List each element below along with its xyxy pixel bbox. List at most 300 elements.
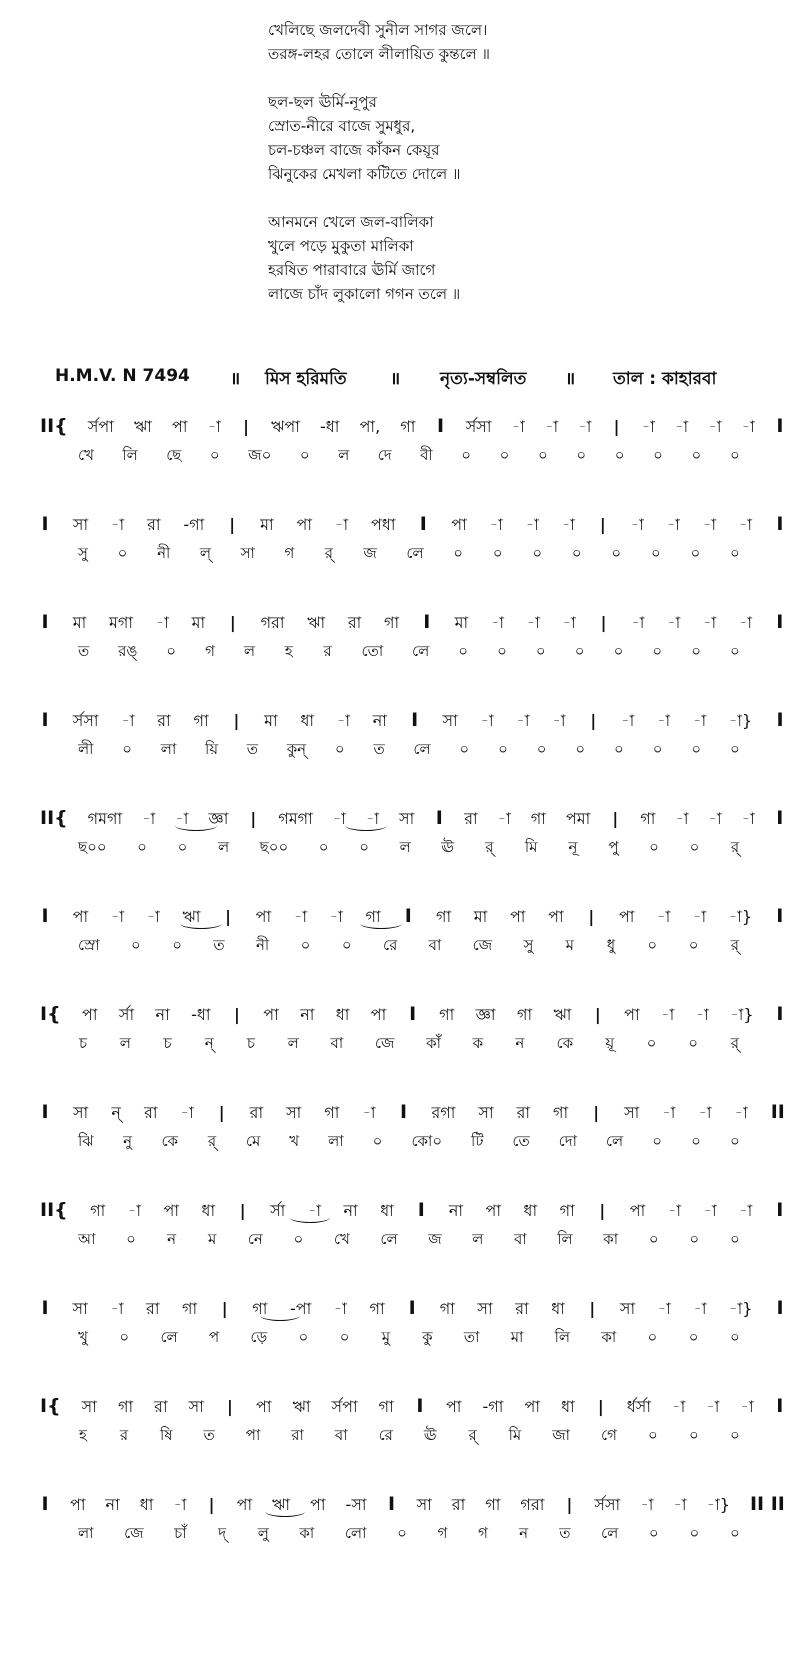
- bar-line: I: [776, 1395, 784, 1417]
- note: -া: [672, 1397, 686, 1416]
- syllable: ০: [397, 1524, 407, 1542]
- lyric-line: হরষিত পারাবারে ঊর্মি জাগে: [268, 261, 436, 279]
- syllable: লে: [160, 1328, 178, 1346]
- syllable: লে: [413, 740, 431, 758]
- syllable: খে: [333, 1230, 350, 1248]
- syllable: কা: [603, 1230, 619, 1248]
- note: গা: [435, 907, 452, 926]
- syllable: ল: [399, 838, 411, 856]
- syllable: ০: [461, 446, 471, 464]
- bar-line: |: [597, 1397, 604, 1416]
- syllable: খ: [289, 1132, 300, 1150]
- syllable: ০: [576, 446, 587, 464]
- separator: ॥: [565, 369, 576, 389]
- syllable: ত: [246, 740, 259, 758]
- note: ঋা: [553, 1005, 572, 1024]
- stanza-2: [268, 90, 788, 186]
- note: -া: [121, 711, 135, 730]
- stanza-1: [268, 18, 788, 66]
- bar-line: |: [229, 515, 236, 534]
- lyric-line: ঝিনুকের মেখলা কটিতে দোলে ॥: [268, 165, 461, 183]
- note: -া: [490, 613, 504, 632]
- syllable: ল: [119, 1034, 131, 1052]
- syllable: নূ: [568, 838, 578, 856]
- syllable: র্: [485, 838, 494, 856]
- swaralipi-notes: [40, 1492, 785, 1519]
- note: মগা: [108, 613, 133, 632]
- note: রা: [146, 1299, 160, 1318]
- syllable: লু: [257, 1524, 269, 1542]
- syllable: র্: [468, 1426, 477, 1444]
- notation-lyrics: [40, 1228, 740, 1253]
- bar-line: |: [229, 613, 236, 632]
- bar-line: |: [250, 809, 257, 828]
- note: -া: [708, 809, 722, 828]
- syllable: মা: [510, 1328, 524, 1346]
- slur-mark: [180, 918, 222, 929]
- syllable: জ: [428, 1230, 442, 1248]
- syllable: ০: [300, 936, 311, 954]
- note: -া: [562, 613, 576, 632]
- syllable: খে: [78, 446, 94, 464]
- bar-line: II{: [40, 1199, 68, 1221]
- syllable: ন্: [204, 1034, 214, 1052]
- notation-lyrics: [40, 934, 740, 959]
- bar-line: I: [404, 905, 412, 927]
- syllable: য়ি: [204, 740, 219, 758]
- note: জ্ঞা: [208, 809, 229, 828]
- syllable: ০: [359, 838, 369, 856]
- lyric-line: চল-চঞ্চল বাজে কাঁকন কেয়ূর: [268, 141, 440, 159]
- syllable: মু: [381, 1328, 391, 1346]
- note: সা: [442, 711, 458, 730]
- note: -া: [173, 1495, 187, 1514]
- bar-line: |: [588, 907, 595, 926]
- note: রগা: [431, 1103, 456, 1122]
- syllable: সু: [78, 544, 88, 562]
- notation-lyrics: [40, 1130, 740, 1155]
- note: -সা: [345, 1495, 367, 1514]
- note: গা: [182, 1299, 198, 1318]
- syllable: কাঁ: [426, 1034, 441, 1052]
- swaralipi-notes: [40, 1198, 785, 1225]
- note: গা: [369, 1299, 385, 1318]
- note: -া: [110, 1299, 124, 1318]
- note: -া: [656, 711, 671, 730]
- syllable: ল: [243, 642, 256, 660]
- bar-line: I: [776, 415, 784, 437]
- syllable: ০: [730, 1328, 740, 1346]
- bar-line: I: [409, 1003, 417, 1025]
- syllable: বা: [334, 1426, 348, 1444]
- artist-name: মিস হরিমতি: [265, 369, 347, 389]
- syllable: ০: [729, 1426, 740, 1444]
- note: পা: [82, 1005, 98, 1024]
- note: ধা: [380, 1201, 394, 1220]
- note: র্সপা: [331, 1397, 358, 1416]
- note: গরা: [520, 1495, 545, 1514]
- syllable: ত: [78, 642, 90, 660]
- syllable: লা: [78, 1524, 94, 1542]
- syllable: ০: [613, 642, 624, 660]
- note: পা: [445, 1397, 462, 1416]
- note: না: [105, 1495, 120, 1514]
- syllable: বা: [428, 936, 442, 954]
- note: মা: [260, 515, 274, 534]
- bar-line: I: [423, 611, 431, 633]
- syllable: র্: [207, 1132, 217, 1150]
- note: গা: [516, 1005, 533, 1024]
- note: পা: [370, 1005, 387, 1024]
- note: রা: [249, 1103, 264, 1122]
- syllable: ত: [213, 936, 225, 954]
- syllable: ০: [689, 1524, 700, 1542]
- note: -া: [127, 1201, 141, 1220]
- bar-line: I: [388, 1493, 396, 1515]
- bar-line: I: [776, 611, 784, 633]
- syllable: চ: [78, 1034, 88, 1052]
- note: রা: [154, 1397, 168, 1416]
- note: -া}: [728, 711, 753, 730]
- syllable: কা: [601, 1328, 617, 1346]
- notation-lyrics: [40, 542, 740, 567]
- notation-row: [40, 904, 785, 974]
- notation-lyrics: [40, 1522, 740, 1547]
- bar-line: |: [594, 1005, 601, 1024]
- note: -া: [641, 417, 655, 436]
- syllable: ০: [209, 446, 220, 464]
- syllable: গ: [437, 1524, 448, 1542]
- syllable: ০: [126, 1230, 136, 1248]
- syllable: ০: [647, 1328, 658, 1346]
- note: ঋা: [272, 1495, 290, 1514]
- note: -া: [621, 711, 635, 730]
- syllable: ০: [729, 1230, 740, 1248]
- note: পা: [236, 1495, 253, 1514]
- note: -া: [111, 515, 125, 534]
- note: রা: [515, 1299, 529, 1318]
- note: না: [448, 1201, 464, 1220]
- note: গা: [485, 1495, 501, 1514]
- note: গা: [530, 809, 546, 828]
- syllable: ০: [372, 1132, 383, 1150]
- syllable: টি: [471, 1132, 484, 1150]
- bar-line: I: [41, 611, 49, 633]
- syllable: চ: [163, 1034, 172, 1052]
- syllable: জ০: [248, 446, 272, 464]
- syllable: ০: [459, 740, 470, 758]
- note: গা: [324, 1103, 340, 1122]
- syllable: ০: [318, 838, 329, 856]
- syllable: ধু: [606, 936, 616, 954]
- syllable: ত: [373, 740, 385, 758]
- note: -া: [692, 907, 707, 926]
- syllable: জে: [124, 1524, 144, 1542]
- note: -া: [332, 809, 346, 828]
- note: -া: [561, 515, 575, 534]
- note: পা: [163, 1201, 179, 1220]
- slur-mark: [290, 1212, 330, 1223]
- syllable: ০: [689, 1426, 699, 1444]
- syllable: ০: [122, 740, 132, 758]
- syllable: স্রো: [78, 936, 100, 954]
- note: -া: [675, 417, 689, 436]
- note: -া: [706, 1397, 720, 1416]
- syllable: মি: [508, 1426, 522, 1444]
- lyric-line: লাজে চাঁদ লুকালো গগন তলে ॥: [268, 285, 461, 303]
- syllable: ০: [341, 936, 352, 954]
- note: -া: [516, 711, 530, 730]
- syllable: গে: [601, 1426, 617, 1444]
- syllable: ০: [730, 740, 740, 758]
- syllable: ০: [650, 544, 661, 562]
- syllable: নে: [247, 1230, 263, 1248]
- syllable: ০: [614, 740, 624, 758]
- note: সা: [624, 1103, 640, 1122]
- bar-line: |: [593, 1103, 600, 1122]
- note: র্সা: [118, 1005, 135, 1024]
- syllable: ন: [167, 1230, 177, 1248]
- note: -া: [480, 711, 494, 730]
- syllable: ০: [535, 642, 546, 660]
- note: -া: [525, 515, 539, 534]
- syllable: ০: [166, 642, 177, 660]
- syllable: ০: [532, 544, 543, 562]
- note: পা: [624, 1005, 640, 1024]
- syllable: মি: [524, 838, 538, 856]
- syllable: ০: [119, 1328, 130, 1346]
- note: পা: [263, 1005, 279, 1024]
- syllable: র্: [730, 936, 739, 954]
- slur-mark: [360, 918, 402, 929]
- syllable: বা: [330, 1034, 344, 1052]
- syllable: র্: [324, 544, 334, 562]
- notation-lyrics: [40, 1032, 740, 1057]
- note: ধা: [551, 1299, 565, 1318]
- syllable: ০: [647, 936, 658, 954]
- syllable: চাঁ: [174, 1524, 187, 1542]
- note: রা: [347, 613, 362, 632]
- note: -া: [526, 613, 540, 632]
- syllable: র: [119, 1426, 129, 1444]
- bar-line: |: [566, 1495, 573, 1514]
- note: -া: [630, 515, 644, 534]
- note: না: [372, 711, 387, 730]
- note: -া: [175, 809, 189, 828]
- bar-line: I: [41, 1297, 49, 1319]
- notation-lyrics: [40, 738, 740, 763]
- syllable: ০: [537, 446, 548, 464]
- note: -া: [702, 613, 717, 632]
- syllable: সু: [523, 936, 534, 954]
- note: রা: [516, 1103, 531, 1122]
- syllable: ০: [575, 740, 586, 758]
- notation-row: [40, 1198, 785, 1268]
- syllable: য়ূ: [605, 1034, 615, 1052]
- syllable: হ: [284, 642, 293, 660]
- note: ঋা: [134, 417, 152, 436]
- swaralipi-notes: [40, 1394, 785, 1421]
- syllable: জা: [552, 1426, 571, 1444]
- syllable: বী: [420, 446, 433, 464]
- note: সা: [188, 1397, 204, 1416]
- notation-row: [40, 1492, 785, 1562]
- note: গা: [378, 1397, 394, 1416]
- note: মা: [191, 613, 206, 632]
- syllable: দে: [377, 446, 392, 464]
- note: -া}: [728, 907, 753, 926]
- note: -া: [667, 613, 681, 632]
- record-info: [55, 366, 765, 392]
- note: -া}: [730, 1005, 754, 1024]
- note: -া: [489, 515, 503, 534]
- note: -া: [657, 907, 671, 926]
- notation-row: [40, 1394, 785, 1464]
- lyric-line: খেলিছে জলদেবী সুনীল সাগর জলে।: [268, 21, 488, 39]
- note: ঋা: [307, 613, 326, 632]
- bar-line: |: [243, 417, 249, 436]
- note: ধা: [201, 1201, 216, 1220]
- syllable: মে: [245, 1132, 261, 1150]
- note: না: [300, 1005, 315, 1024]
- note: সা: [72, 1299, 88, 1318]
- bar-line: |: [233, 711, 240, 730]
- note: সা: [619, 1299, 636, 1318]
- note: পধা: [370, 515, 396, 534]
- bar-line: I: [399, 1101, 408, 1123]
- note: -া: [695, 1005, 709, 1024]
- bar-line: I: [435, 807, 443, 829]
- note: র্সসা: [72, 711, 99, 730]
- bar-line: |: [600, 613, 607, 632]
- bar-line: I: [416, 1395, 424, 1417]
- note: ঋপা: [271, 417, 300, 436]
- note: র্ধর্সা: [626, 1397, 651, 1416]
- note: -া: [703, 1201, 717, 1220]
- note: -া: [329, 907, 343, 926]
- syllable: ০: [536, 740, 547, 758]
- bar-line: |: [599, 515, 606, 534]
- note: -া: [673, 1495, 687, 1514]
- syllable: জে: [374, 1034, 395, 1052]
- note: গমগা: [278, 809, 313, 828]
- bar-line: |: [218, 1103, 225, 1122]
- syllable: কা: [299, 1524, 315, 1542]
- syllable: ০: [690, 544, 701, 562]
- note: -া: [666, 515, 680, 534]
- note: র্সসা: [594, 1495, 621, 1514]
- syllable: ০: [691, 1132, 701, 1150]
- note: রা: [157, 711, 171, 730]
- bar-line: I: [408, 1297, 416, 1319]
- note: গা: [193, 711, 209, 730]
- syllable: ০: [688, 936, 699, 954]
- syllable: ০: [137, 838, 147, 856]
- note: -া: [142, 809, 156, 828]
- note: -া: [362, 1103, 376, 1122]
- syllable: কো০: [411, 1132, 443, 1150]
- note: গরা: [260, 613, 285, 632]
- syllable: ০: [334, 740, 345, 758]
- syllable: ছ০০: [78, 838, 107, 856]
- syllable: দো: [558, 1132, 577, 1150]
- notation-row: [40, 414, 785, 484]
- bar-line: I: [776, 1003, 784, 1025]
- bar-line: I: [776, 513, 784, 535]
- syllable: ষি: [159, 1426, 173, 1444]
- note: -া: [334, 515, 349, 534]
- syllable: লি: [122, 446, 138, 464]
- syllable: ল: [287, 1034, 299, 1052]
- bar-line: I: [776, 709, 784, 731]
- lyric-line: তরঙ্গ-লহর তোলে লীলায়িত কুন্তলে ॥: [268, 45, 491, 63]
- note: পা: [255, 907, 272, 926]
- syllable: তা: [463, 1328, 480, 1346]
- notation-row: [40, 1296, 785, 1366]
- note: পা: [524, 1397, 540, 1416]
- separator: ॥: [390, 369, 401, 389]
- notation-lyrics: [40, 444, 740, 469]
- note: -া: [739, 1201, 753, 1220]
- bar-line: |: [590, 711, 597, 730]
- note: -া: [110, 907, 124, 926]
- syllable: ন: [515, 1034, 525, 1052]
- syllable: তো: [361, 642, 384, 660]
- note: গা: [400, 417, 416, 436]
- swaralipi-notes: [40, 414, 785, 441]
- bar-line: I: [776, 807, 784, 829]
- syllable: ০: [691, 446, 702, 464]
- syllable: ০: [648, 1426, 658, 1444]
- bar-line: I: [41, 513, 49, 535]
- syllable: ০: [574, 642, 585, 660]
- bar-line: |: [208, 1495, 215, 1514]
- syllable: ০: [691, 740, 702, 758]
- bar-line: I: [437, 415, 445, 437]
- syllable: ০: [293, 1230, 304, 1248]
- note: গা: [559, 1201, 575, 1220]
- note: রা: [144, 1103, 158, 1122]
- slur-mark: [345, 820, 387, 831]
- syllable: ০: [130, 936, 141, 954]
- syllable: লে: [605, 1132, 624, 1150]
- bar-line: |: [599, 1201, 606, 1220]
- syllable: ০: [730, 544, 740, 562]
- syllable: ০: [730, 642, 740, 660]
- bar-line: |: [227, 1397, 233, 1416]
- syllable: ন: [519, 1524, 529, 1542]
- syllable: ০: [648, 1230, 659, 1248]
- bar-line: |: [239, 1201, 246, 1220]
- note: -া: [738, 613, 753, 632]
- bar-line: I: [41, 1493, 49, 1515]
- note: -া: [180, 1103, 194, 1122]
- syllable: গ: [284, 544, 295, 562]
- syllable: ঊ: [441, 838, 454, 856]
- note: -া: [544, 417, 559, 436]
- syllable: ঊ: [423, 1426, 437, 1444]
- bar-line: I: [417, 1199, 425, 1221]
- note: -গা: [482, 1397, 504, 1416]
- note: গা: [383, 613, 400, 632]
- separator: ॥: [230, 369, 241, 389]
- syllable: ০: [691, 642, 701, 660]
- note: -া: [702, 515, 717, 534]
- lyric-line: ছল-ছল ঊর্মি-নূপুর: [268, 93, 377, 111]
- note: গা: [439, 1299, 455, 1318]
- bar-line: |: [225, 907, 231, 926]
- swaralipi-notes: [40, 904, 785, 931]
